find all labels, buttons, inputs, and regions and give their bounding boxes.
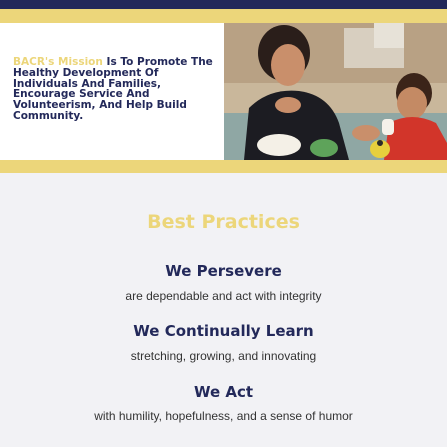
mission-photo xyxy=(224,23,447,160)
mission-body-text: Is To Promote The Healthy Development Of Individuals And Families, Encourage Service And Volunteerism, And Help Build Community. xyxy=(13,56,213,122)
best-practices-heading: Best Practices xyxy=(147,211,300,233)
photo-illustration xyxy=(224,23,447,160)
practice-title-act: We Act xyxy=(193,383,254,401)
practice-description-act: with humility, hopefulness, and a sense of humor xyxy=(94,409,353,423)
top-accent-band xyxy=(0,9,447,23)
practice-title-learn: We Continually Learn xyxy=(133,322,314,340)
mission-accent-text: BACR's Mission xyxy=(13,56,103,68)
practice-title-persevere: We Persevere xyxy=(165,262,282,280)
bottom-accent-band xyxy=(0,160,447,173)
practice-description-persevere: are dependable and act with integrity xyxy=(125,289,322,303)
top-navigation-bar xyxy=(0,0,447,9)
practice-description-learn: stretching, growing, and innovating xyxy=(130,349,317,363)
mission-statement xyxy=(13,57,218,122)
